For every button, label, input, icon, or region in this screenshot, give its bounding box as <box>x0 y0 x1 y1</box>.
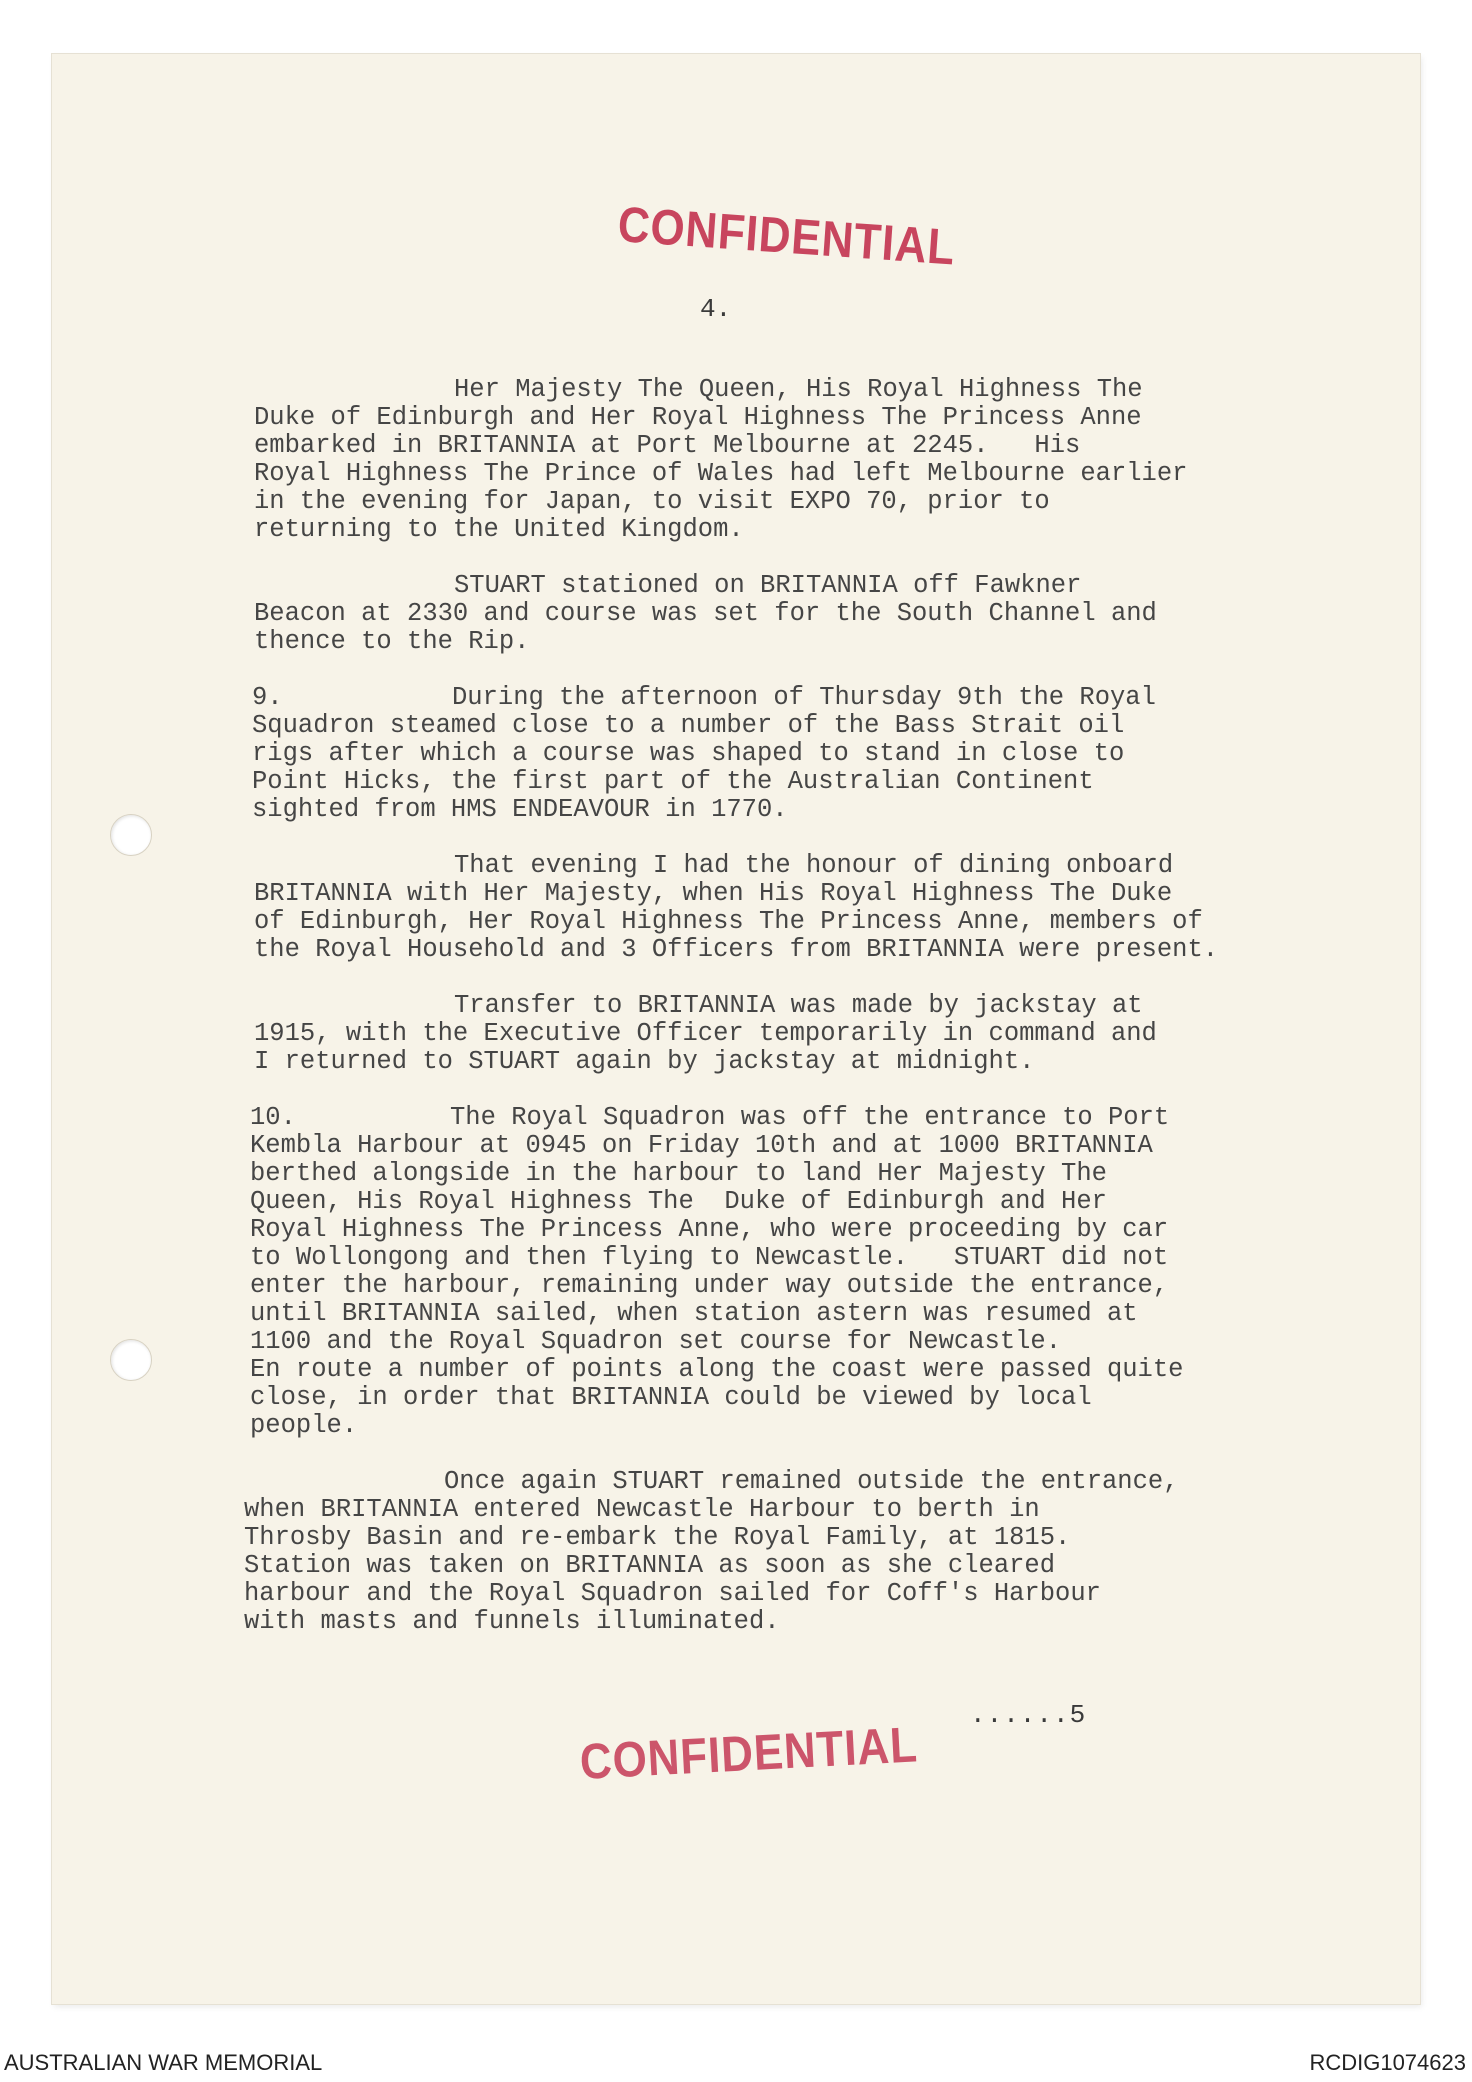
paragraph-text: That evening I had the honour of dining onboard BRITANNIA with Her Majesty, when His Royal Highness The Duke of Edinburgh, Her Royal Highness The Princess Anne, members of the Royal Household and 3 Officers from BRITANNIA were present. <box>254 851 1219 964</box>
paragraph <box>244 1468 1374 1636</box>
paragraph <box>254 992 1374 1076</box>
confidential-stamp-bottom: CONFIDENTIAL <box>578 1716 920 1790</box>
punch-hole-lower <box>110 1339 152 1381</box>
paragraph-text: Transfer to BRITANNIA was made by jackstay at 1915, with the Executive Officer temporarily in command and I returned to STUART again by jackstay at midnight. <box>254 991 1157 1076</box>
paragraph-text: Her Majesty The Queen, His Royal Highness The Duke of Edinburgh and Her Royal Highness The Princess Anne embarked in BRITANNIA at Port Melbourne at 2245. His Royal Highness The Prince of Wales had left Melbourne earlier in the evening for Japan, to visit EXPO 70, prior to returning to the United Kingdom. <box>254 375 1188 544</box>
paragraph-text: The Royal Squadron was off the entrance to Port Kembla Harbour at 0945 on Friday 10th and at 1000 BRITANNIA berthed alongside in the harbour to land Her Majesty The Queen, His Royal Highness The Duke of Edinburgh and Her Royal Highness The Princess Anne, who were proceeding by car to Wollongong and then flying to Newcastle. STUART did not enter the harbour, remaining under way outside the entrance, until BRITANNIA sailed, when station astern was resumed at 1100 and the Royal Squadron set course for Newcastle. En route a number of points along the coast were passed quite close, in order that BRITANNIA could be viewed by local people. <box>250 1103 1184 1440</box>
paragraph <box>254 572 1374 656</box>
paragraph <box>254 852 1374 964</box>
punch-hole-upper <box>110 814 152 856</box>
paragraph <box>254 376 1374 544</box>
continuation-marker: ......5 <box>970 1700 1087 1730</box>
page-number: 4. <box>700 294 732 324</box>
confidential-stamp-top: CONFIDENTIAL <box>616 196 958 276</box>
paragraph-text: STUART stationed on BRITANNIA off Fawkner Beacon at 2330 and course was set for the South Channel and thence to the Rip. <box>254 571 1157 656</box>
paragraph-numbered: 10. The Royal Squadron was off the entrance to Port Kembla Harbour at 0945 on Friday 10th and at 1000 BRITANNIA berthed alongside in the harbour to land Her Majesty The Queen, His Royal Highness The Duke of Edinburgh and Her Royal Highness The Princess Anne, who were proceeding by car to Wollongong and then flying to Newcastle. STUART did not enter the harbour, remaining under way outside the entrance, until BRITANNIA sailed, when station astern was resumed at 1100 and the Royal Squadron set course for Newcastle. En route a number of points along the coast were passed quite close, in order that BRITANNIA could be viewed by local people. <box>250 1103 1184 1440</box>
footer-archive-name: AUSTRALIAN WAR MEMORIAL <box>4 2050 323 2075</box>
paragraph-numbered: 9. During the afternoon of Thursday 9th the Royal Squadron steamed close to a number of the Bass Strait oil rigs after which a course was shaped to stand in close to Point Hicks, the first part of the Australian Continent sighted from HMS ENDEAVOUR in 1770. <box>252 683 1156 824</box>
paragraph-text: During the afternoon of Thursday 9th the Royal Squadron steamed close to a number of the Bass Strait oil rigs after which a course was shaped to stand in close to Point Hicks, the first part of the Australian Continent sighted from HMS ENDEAVOUR in 1770. <box>252 683 1156 824</box>
paragraph-text: Once again STUART remained outside the entrance, when BRITANNIA entered Newcastle Harbour to berth in Throsby Basin and re-embark the Royal Family, at 1815. Station was taken on BRITANNIA as soon as she cleared harbour and the Royal Squadron sailed for Coff's Harbour with masts and funnels illuminated. <box>244 1467 1179 1636</box>
document-body <box>244 375 1374 1664</box>
footer-record-id: RCDIG1074623 <box>1309 2050 1466 2075</box>
